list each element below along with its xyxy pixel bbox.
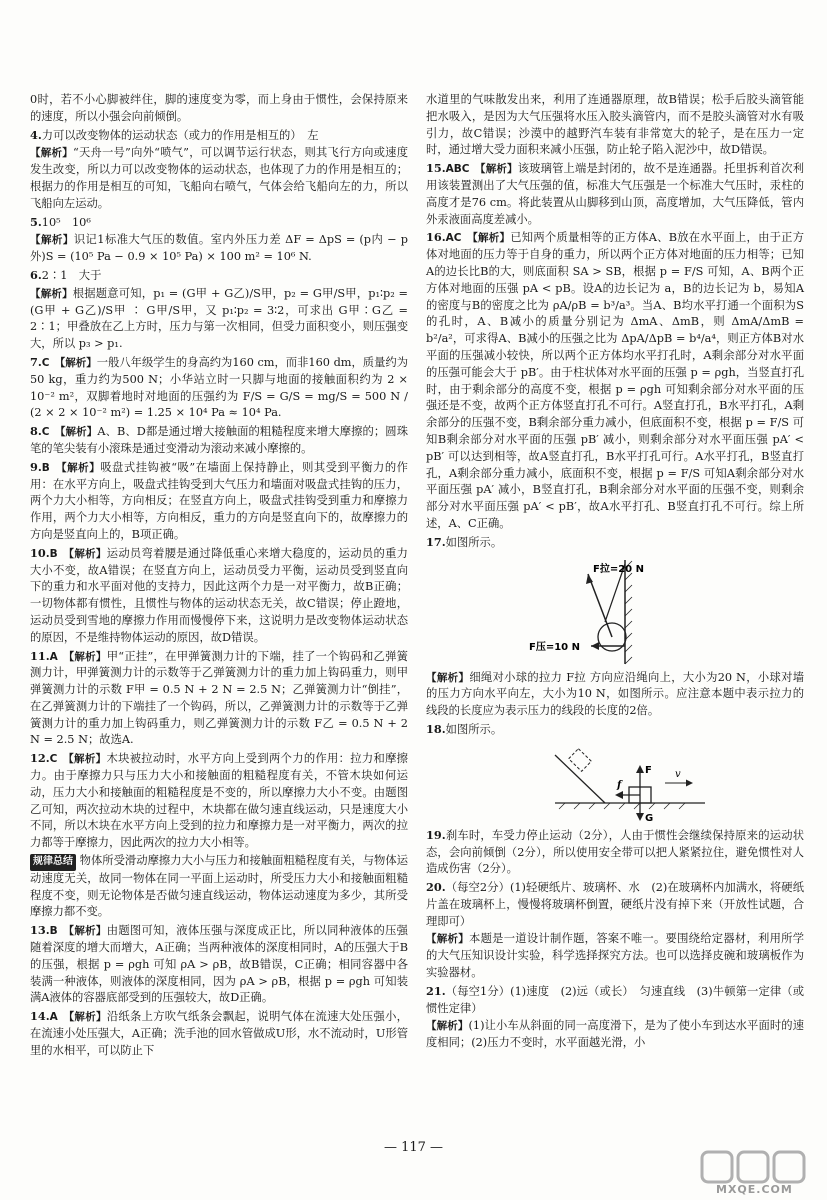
item-number: 16. [426,230,446,245]
item-number: 17. [426,534,446,549]
q17-answer [426,534,804,552]
rule-summary [30,853,408,921]
page-number: — 117 — [383,1140,444,1155]
pull-force-label: F拉=20 N [593,563,644,575]
item-text: 识记1标准大气压的数值。室内外压力差 ΔF = ΔpS = (p内 − p外)S = (10⁵ Pa − 0.9 × 10⁵ Pa) × 100 m² = 10⁶ N. [30,233,409,264]
q4-analysis [30,145,408,212]
item-number: 20. [426,880,446,895]
item-number: 11. [30,648,50,663]
friction-label: f [617,779,622,791]
incline [555,755,605,803]
analysis-tag: C 【解析】 [49,753,107,766]
item-number: 12. [30,751,50,766]
press-force-label: F压=10 N [529,641,580,653]
analysis-tag: AC 【解析】 [445,232,511,245]
item-number: 15. [426,161,446,176]
q21-analysis [426,1018,804,1052]
item-text: 刹车时，车受力停止运动（2分），人由于惯性会继续保持原来的运动状态，会向前倾倒（2分），所以使用安全带可以把人紧紧拉住，避免惯性对人造成伤害（2分）。 [426,828,804,876]
item-text: 该玻璃管上端是封闭的，故不是连通器。托里拆利首次利用该装置测出了大气压强的值，标准大气压强是一个标准大气压时，汞柱的高度才是76 cm。将此装置从山脚移到山顶，高度增加，大气压降低，管内外汞液面高度差减小。 [426,162,804,226]
q5-analysis [30,232,408,266]
item-number: 14. [30,1009,50,1024]
q14-continuation [426,92,804,159]
item-text: (1)让小车从斜面的同一高度滑下，是为了使小车到达水平面时的速度相同；(2)压力不变时，水平面越光滑，小 [426,1019,804,1050]
item-text: 物体所受滑动摩擦力大小与压力和接触面粗糙程度有关，与物体运动速度无关，故同一物体在同一平面上运动时，所受压力大小和接触面粗糙程度不变，则无论物体是否做匀速直线运动，物体运动速度为多少，其所受摩擦力都不变。 [30,854,408,919]
q13 [30,922,408,1007]
ground-hatching [559,803,685,809]
q18-answer [426,721,804,739]
analysis-tag: 【解析】 [426,671,470,684]
velocity-label: v [675,768,681,780]
q19 [426,827,804,878]
q20-analysis [426,931,804,981]
watermark-text: MXQE.COM [716,1183,793,1196]
analysis-tag: C 【解析】 [41,426,98,439]
item-text: 如图所示。 [445,722,503,736]
item-text: 一般八年级学生的身高约为160 cm，而非160 dm，质量约为50 kg，重力约为500 N；小华站立时一只脚与地面的接触面积约为 2 × 10⁻² m²，双脚着地时对地面的压强约为 F/S = G/S = mg/S = 500 N / (2 × 2 × 10⁻² m²) = 1.25 × 10⁴ Pa ≈ 10⁴ Pa. [30,355,408,420]
q21-answer [426,983,804,1018]
q16 [426,229,804,532]
velocity-arrow-head [686,779,693,786]
q3-continuation [30,92,408,126]
friction-arrow-head [615,791,623,799]
gravity-label: G [645,812,654,823]
analysis-tag: A 【解析】 [49,650,107,663]
item-number: 7. [30,354,42,369]
item-text: 0时，若不小心脚被绊住，脚的速度变为零，而上身由于惯性，会保持原来的速度，所以小强会向前倾倒。 [30,93,408,123]
item-text: 力可以改变物体的运动状态（或力的作用是相互的） 左 [41,128,319,142]
pull-force-arrow [588,574,612,637]
item-text: 根据题意可知，p₁ = (G甲 + G乙)/S甲，p₂ = G甲/S甲，p₁∶p₂ = (G甲 + G乙)/S甲 ∶ G甲/S甲，又 p₁∶p₂ = 3∶2，可求出 G甲∶G乙 = 2∶1；甲叠放在乙上方时，压力与第一次相同，但受力面积变小，则压强变大，所以 p₃ > p₁. [30,286,409,351]
item-text: （每空2分）(1)轻硬纸片、玻璃杯、水 (2)在玻璃杯内加满水，将硬纸片盖在玻璃杯上，慢慢将玻璃杯倒置，硬纸片没有掉下来（开放性试题，合理即可） [426,881,804,928]
q11 [30,648,408,750]
item-number: 18. [426,721,446,736]
analysis-tag: 【解析】 [30,234,74,247]
analysis-tag: 【解析】 [30,287,73,300]
q7 [30,354,408,422]
item-text: 水道里的气味散发出来，利用了连通器原理，故B错误；松手后胶头滴管能把水吸入，是因为大气压强将水压入胶头滴管内，而不是胶头滴管对水有吸引力，故C错误；沙漠中的越野汽车装有非常宽大的轮子，是在压力一定时，通过增大受力面积来减小压强，防止轮子陷入泥沙中，故D错误。 [426,93,804,157]
analysis-tag: 【解析】 [30,147,73,160]
analysis-tag: A 【解析】 [49,1011,107,1024]
q20-answer [426,879,804,930]
item-text: 如图所示。 [445,535,503,549]
item-text: （每空1分）(1)速度 (2)远（或长） 匀速直线 (3)牛顿第一定律（或惯性定律） [426,984,804,1015]
item-number: 19. [426,827,446,842]
item-text: A、B、D都是通过增大接触面的粗糙程度来增大摩擦的；圆珠笔的笔尖装有小滚珠是通过变滑动为滚动来减小摩擦的。 [30,425,408,455]
item-number: 9. [30,459,42,474]
right-column [426,92,804,1053]
item-number: 4. [30,127,42,142]
item-text: 本题是一道设计制作题，答案不唯一。要围绕给定器材，利用所学的大气压知识设计实验，科学选择探究方法。也可以选择皮碗和玻璃板作为实验器材。 [426,932,804,980]
analysis-tag: 【解析】 [426,933,470,946]
item-number: 5. [30,214,42,229]
item-number: 13. [30,923,50,938]
press-arrow-head [591,642,599,650]
analysis-tag: 【解析】 [426,1020,469,1033]
item-text: 细绳对小球的拉力 F拉 方向应沿绳向上，大小为20 N，小球对墙的压力方向水平向左，大小为10 N，如图所示。应注意本题中表示拉力的线段的长度应为表示压力的线段的长度的2倍。 [426,670,805,718]
q17-analysis [426,670,804,720]
analysis-tag: ABC 【解析】 [445,163,518,176]
item-number: 6. [30,267,42,282]
figure-18-block-on-incline [505,743,725,823]
q6-analysis [30,286,408,353]
item-text: 吸盘式挂钩被“吸”在墙面上保持静止，则其受到平衡力的作用：在水平方向上，吸盘式挂钩受到大气压力和墙面对吸盘式挂钩的压力，两个力大小相等，方向相反；在竖直方向上，吸盘式挂钩受到重力和摩擦力作用，两个力大小相等，方向相反，重力的方向是竖直向下的，故摩擦力的方向是竖直向上的，B项正确。 [30,460,408,541]
analysis-tag: C 【解析】 [41,356,97,369]
item-number: 10. [30,545,50,560]
figure-17-ball-on-wall [515,556,715,666]
item-text: 木块被拉动时，水平方向上受到两个力的作用：拉力和摩擦力。由于摩擦力只与压力大小和接触面的粗糙程度有关，不管木块如何运动，压力大小和接触面的粗糙程度是不变的，所以摩擦力大小不变。由题图乙可知，两次拉动木块的过程中，木块都在做匀速直线运动，只是速度大小不同，所以木块在水平方向上受到的拉力和摩擦力是一对平衡力，两次的拉力都等于摩擦力，因此两次的拉力大小相等。 [30,752,408,850]
item-text: 甲“正挂”，在甲弹簧测力计的下端，挂了一个钩码和乙弹簧测力计，甲弹簧测力计的示数等于乙弹簧测力计的重力加上钩码重力，则甲弹簧测力计的示数 F甲 = 0.5 N + 2 N = 2.5 N；乙弹簧测力计“倒挂”，在乙弹簧测力计的下端挂了一个钩码，所以，乙弹簧测力计的示数等于乙弹簧测力计的重力加上钩码重力，则乙弹簧测力计的示数 F乙 = 0.5 N + 2 N = 2.5 N；故选A. [30,649,408,747]
q8 [30,423,408,458]
left-column [30,92,408,1061]
wall-hatching [625,561,632,664]
analysis-tag: B 【解析】 [49,547,107,560]
analysis-tag: B 【解析】 [49,925,107,938]
q12 [30,750,408,852]
q15 [426,160,804,228]
support-arrow-head [636,765,644,773]
support-force-label: F [645,764,652,776]
item-number: 8. [30,424,42,439]
block-dashed-on-slope [569,748,592,771]
item-text: 2∶1 大于 [41,268,102,282]
q4-answer [30,127,408,145]
analysis-tag: B 【解析】 [41,461,101,474]
item-number: 21. [426,983,446,998]
rule-summary-tag: 规律总结 [30,854,76,871]
q6-answer [30,267,408,285]
q14 [30,1008,408,1059]
gravity-arrow-head [636,813,644,821]
item-text: “天舟一号”向外“喷气”，可以调节运行状态，则其飞行方向或速度发生改变，所以力可以改变物体的运动状态，也体现了力的作用是相互的；根据力的作用是相互的可知，飞船向右喷气，气体会给飞船向左的力，所以飞船向左运动。 [30,146,409,210]
item-text: 10⁵ 10⁶ [41,215,91,229]
q9 [30,459,408,544]
item-text: 已知两个质量相等的正方体A、B放在水平面上，由于正方体对地面的压力等于自身的重力，所以两个正方体对地面的压力相等；已知A的边长比B的大，则底面积 SA > SB，根据 p = F/S 可知，A、B两个正方体对地面的压强 pA < pB。设A的边长记为 a，B的边长记为 b，易知A的密度与B的密度之比为 ρA/ρB = b³/a³。当A、B均水平打通一个面积为S的孔时，A、B减小的质量分别记为 ΔmA、ΔmB，则 ΔmA/ΔmB = b²/a²，可求得A、B减小的压强之比为 ΔpA/ΔpB = b⁴/a⁴，则正方体B对水平面的压强减小较快，所以两个正方体均水平打孔时，A剩余部分对水平面的压强可能会大于 pB′。由于柱状体对水平面的压强 p = ρgh，当竖直打孔时，由于剩余部分的高度不变，根据 p = ρgh 可知剩余部分对水平面的压强还是不变，故两个正方体竖直打孔不可行。A竖直打孔，B水平打孔，A剩余部分的压强不变，B剩余部分重力减小，但底面积不变，根据 p = F/S 可知B剩余部分对水平面的压强 pB′ 减小，则剩余部分对水平面压强 pA′ < pB′ 可以达到相等，故A竖直打孔，B水平打孔可行。A水平打孔，B竖直打孔，A剩余部分重力减小，底面积不变，根据 p = F/S 可知A剩余部分对水平面压强 pA′ 减小，B竖直打孔，B剩余部分对水平面的压强不变，则剩余部分对水平面压强 pA′ < pB′，故A水平打孔、B竖直打孔不可行。综上所述，A、C正确。 [426,231,804,530]
item-text: 沿纸条上方吹气纸条会飘起，说明气体在流速大处压强小，在流速小处压强大，A正确；洗手池的回水管做成U形，水不流动时，U形管里的水相平，可以防止下 [30,1010,408,1057]
item-text: 由题图可知，液体压强与深度成正比，所以同种液体的压强随着深度的增大而增大，A正确；当两种液体的深度相同时，A的压强大于B的压强，根据 p = ρgh 可知 ρA > ρB，故B错误，C正确；相同容器中各装满一种液体，则液体的深度相同，因为 ρA > ρB，根据 p = ρgh 可知装满A液体的容器底部受到的压强较大，故D正确。 [30,924,408,1005]
item-text: 运动员弯着腰是通过降低重心来增大稳度的，运动员的重力大小不变，故A错误；在竖直方向上，运动员受力平衡，运动员受到竖直向下的重力和水平面对他的支持力，因此这两个力是一对平衡力，故B正确；一切物体都有惯性，且惯性与物体的运动状态无关，故C错误；停止蹬地，运动员受到雪地的摩擦力作用而慢慢停下来，这说明力是改变物体运动状态的原因，不是维持物体运动的原因，故D错误。 [30,546,408,644]
q10 [30,545,408,647]
q5-answer [30,214,408,232]
